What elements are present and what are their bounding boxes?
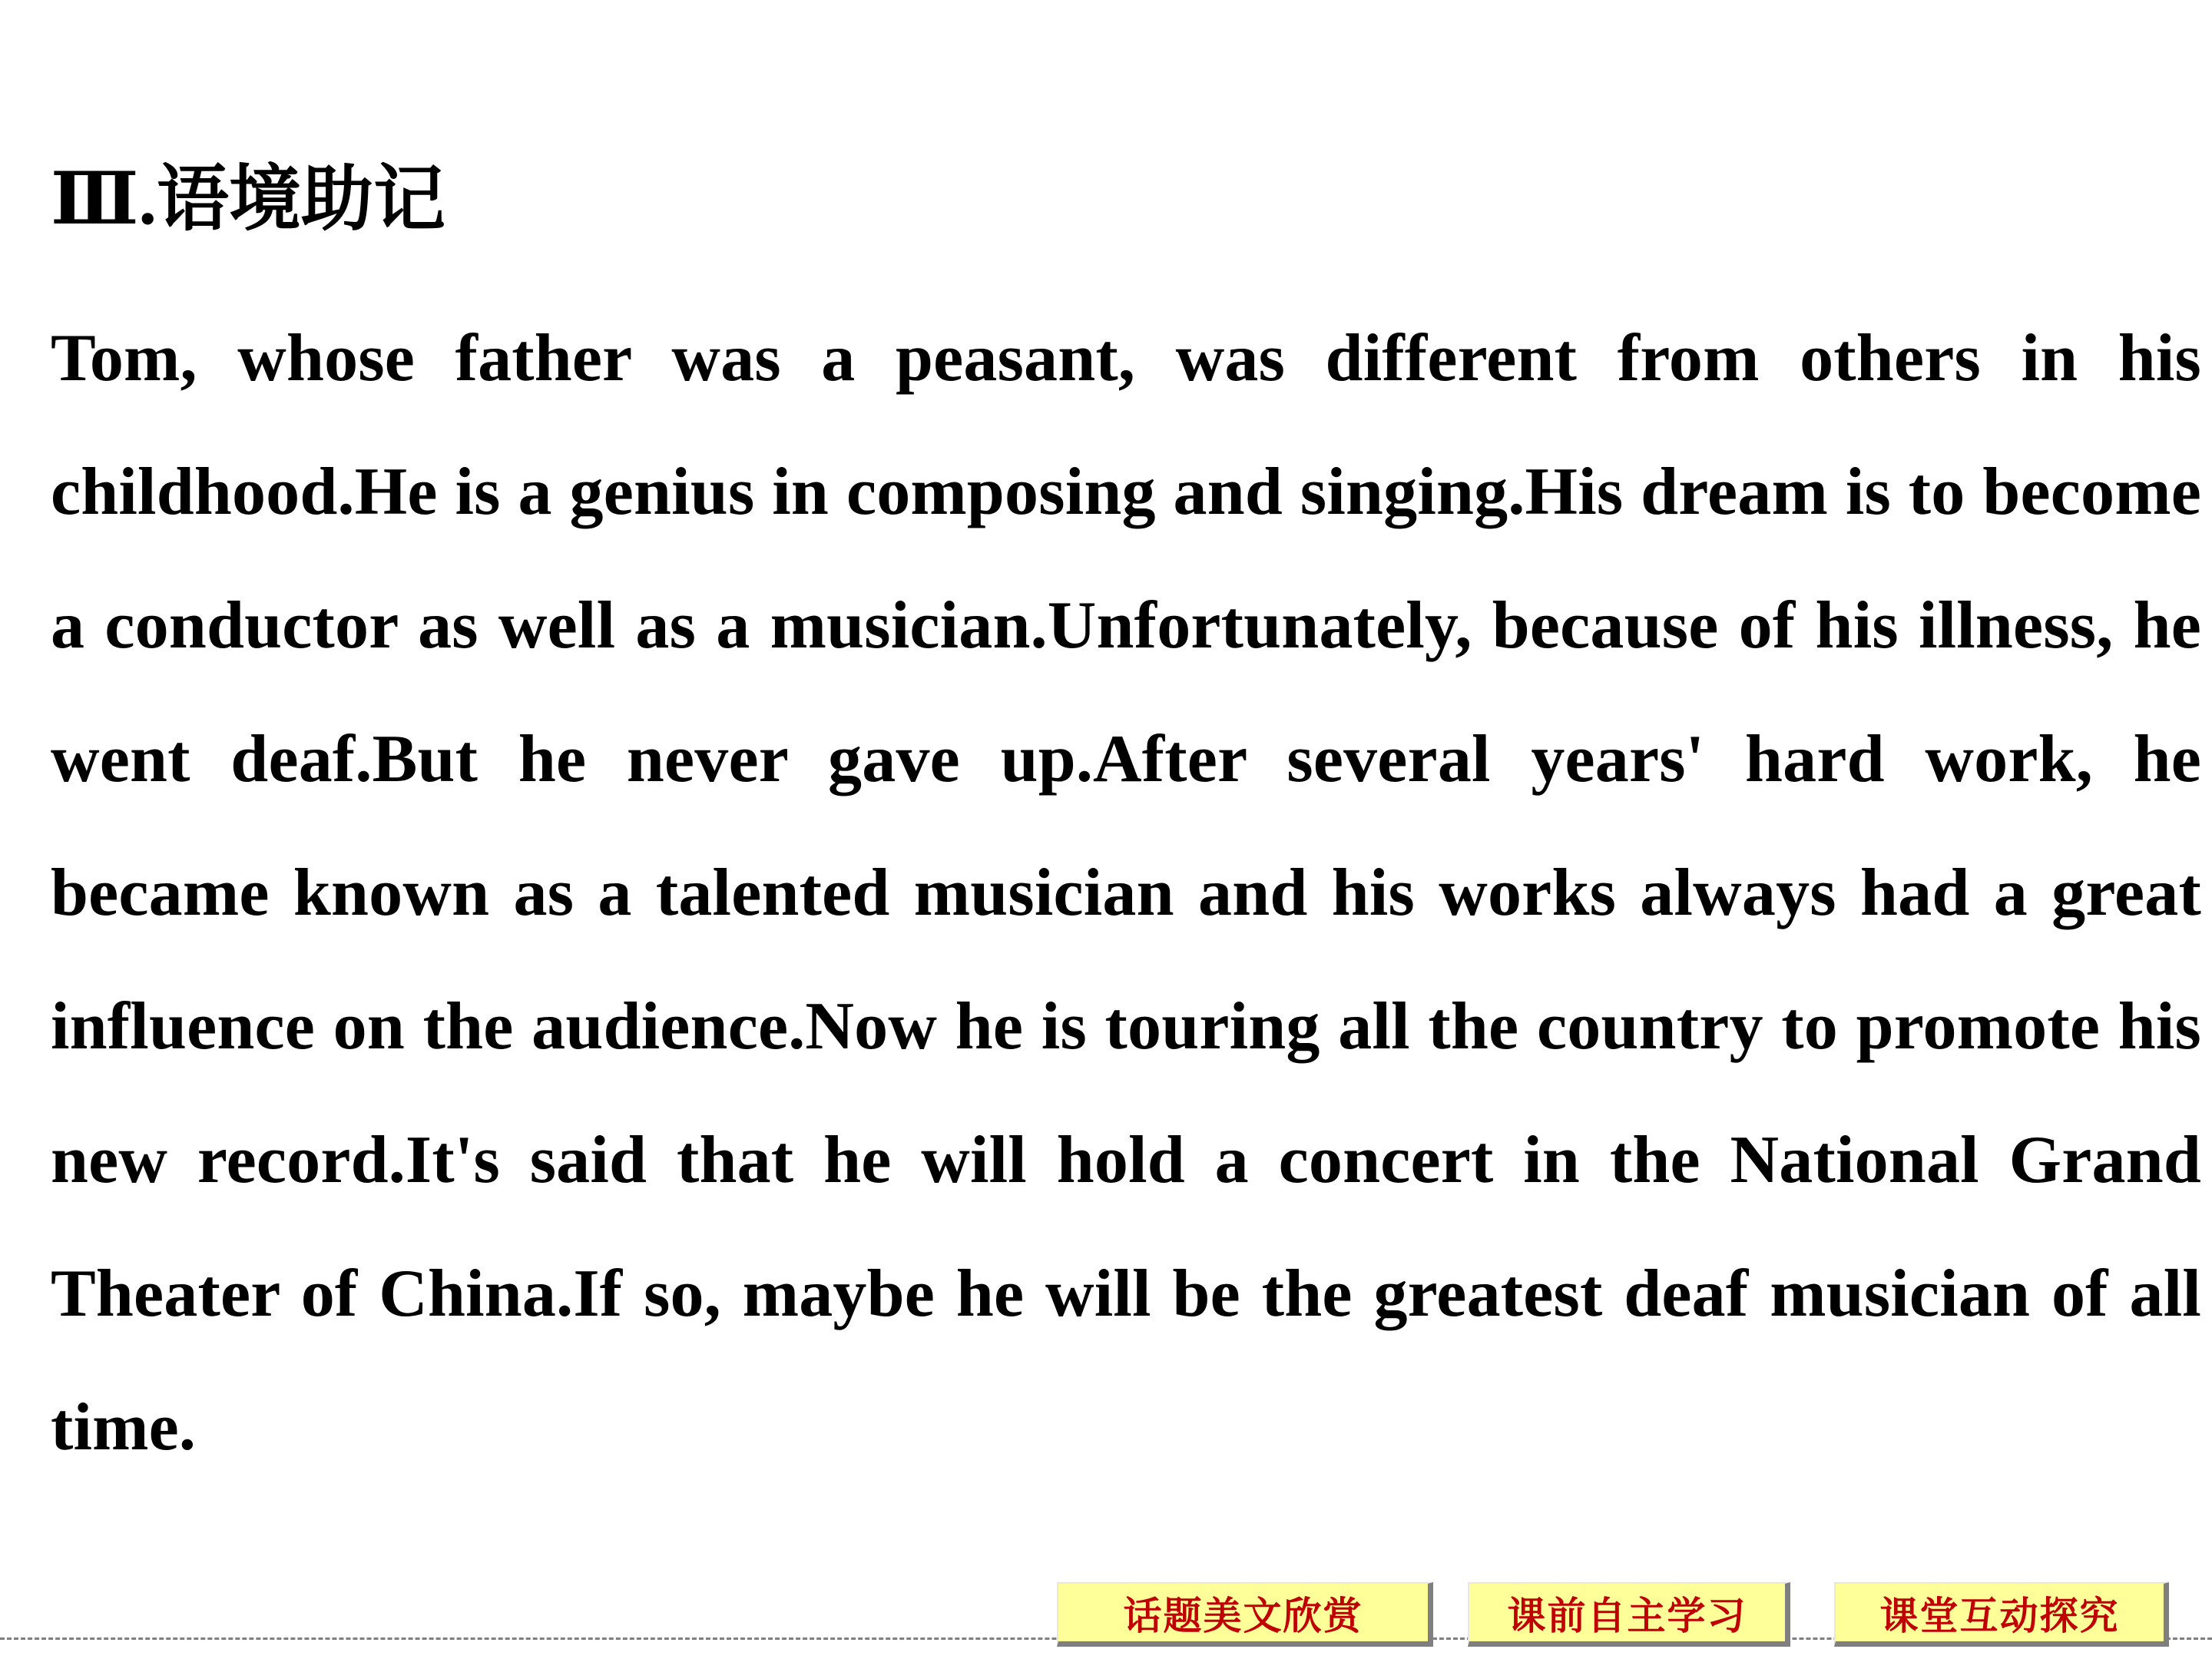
nav-button-label: 课前自主学习 <box>1507 1593 1747 1638</box>
section-heading: Ⅲ.语境助记 <box>51 160 445 240</box>
topic-essay-appreciation-button[interactable] <box>1057 1582 1433 1647</box>
classroom-interaction-button[interactable] <box>1834 1582 2169 1647</box>
pre-class-self-study-button[interactable] <box>1468 1582 1790 1647</box>
nav-button-label: 课堂互动探究 <box>1879 1593 2120 1638</box>
passage-text: Tom, whose father was a peasant, was different from others in his childhood.He is a genius in composing and singing.His dream is to become a conductor as well as a musician.Unfortunately, because of his illness, he went deaf.But he never gave up.After several years' hard work, he became known as a talented musician and his works always had a great influence on the audience.Now he is touring all the country to promote his new record.It's said that he will hold a concert in the National Grand Theater of China.If so, maybe he will be the greatest deaf musician of all time. <box>51 321 2201 1465</box>
nav-button-label: 话题美文欣赏 <box>1123 1593 1363 1638</box>
